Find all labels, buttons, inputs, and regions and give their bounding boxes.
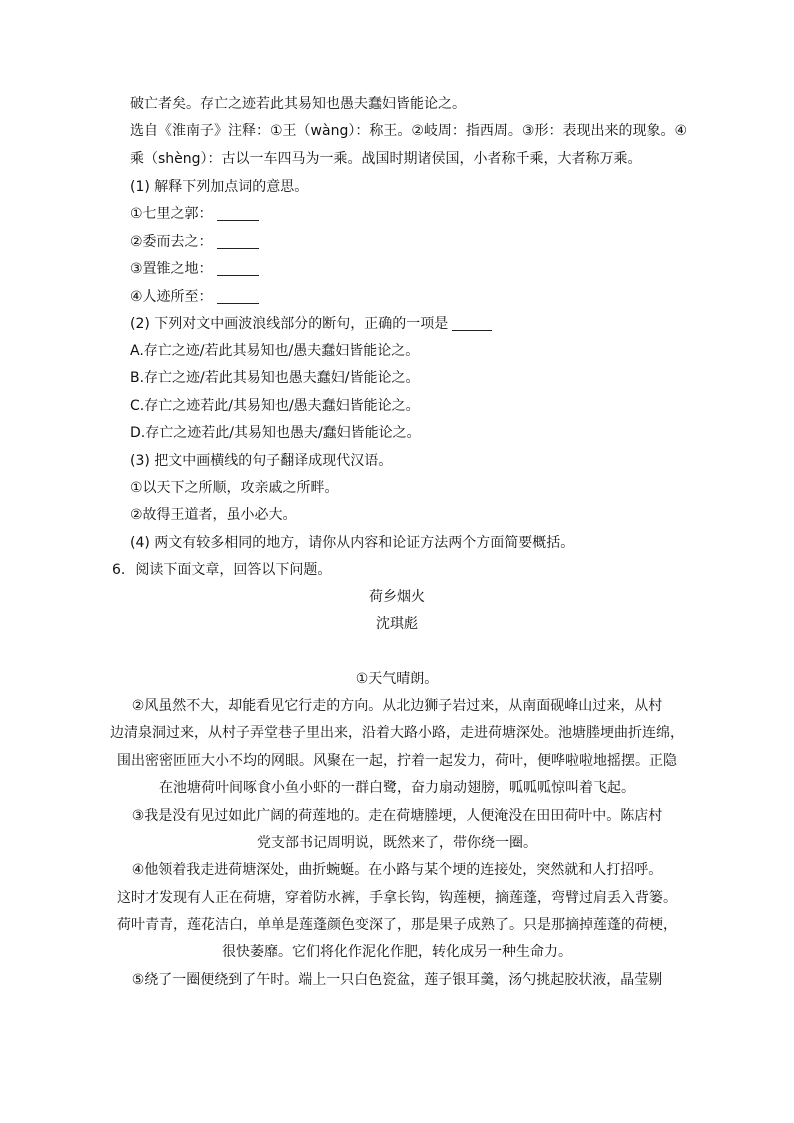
q1-item (130, 232, 259, 252)
q1-item-text: ②委而去之： (130, 234, 213, 250)
paragraph-line: 围出密密匝匝大小不均的网眼。风聚在一起，拧着一起发力，荷叶，便哗啦啦地摇摆。正隐 (117, 753, 677, 769)
text-line: 破亡者矣。存亡之迹若此其易知也愚夫蠢妇皆能论之。 (130, 96, 466, 112)
answer-blank[interactable] (217, 261, 259, 276)
option-c: C.存亡之迹若此/其易知也/愚夫蠢妇皆能论之。 (130, 398, 420, 414)
answer-blank[interactable] (217, 234, 259, 249)
q1-item-text: ④人迹所至： (130, 289, 213, 305)
paragraph-line: ⑤绕了一圈便绕到了午时。端上一只白色瓷盆，莲子银耳羹，汤勺挑起胶状液，晶莹剔 (131, 972, 663, 988)
question-1: (1) 解释下列加点词的意思。 (130, 179, 309, 195)
question-6-text: 阅读下面文章，回答以下问题。 (135, 562, 332, 578)
q1-item-text: ③置锥之地： (130, 261, 213, 277)
paragraph-line: ④他领着我走进荷塘深处，曲折蜿蜒。在小路与某个埂的连接处，突然就和人打招呼。 (131, 862, 663, 878)
text-line: 乘（shèng）：古以一车四马为一乘。战国时期诸侯国，小者称千乘，大者称万乘。 (130, 151, 642, 167)
paragraph-line: 边清泉洞过来，从村子弄堂巷子里出来，沿着大路小路，走进荷塘深处。池塘塍埂曲折连绵， (110, 725, 684, 741)
paragraph-line: ③我是没有见过如此广阔的荷莲地的。走在荷塘塍埂，人便淹没在田田荷叶中。陈店村 (131, 808, 663, 824)
paragraph-1: ①天气晴朗。 (355, 671, 439, 687)
option-b: B.存亡之迹/若此其易知也愚夫蠢妇/皆能论之。 (130, 370, 420, 386)
question-2-text: (2) 下列对文中画波浪线部分的断句，正确的一项是 (130, 316, 449, 332)
option-a: A.存亡之迹/若此其易知也/愚夫蠢妇皆能论之。 (130, 343, 420, 359)
q3-item: ②故得王道者，虽小必大。 (130, 507, 297, 523)
question-2 (130, 314, 492, 334)
q1-item (130, 259, 259, 279)
q1-item (130, 287, 259, 307)
answer-blank[interactable] (452, 316, 492, 331)
paragraph-line: 党支部书记周明说，既然来了，带你绕一圈。 (257, 835, 537, 851)
paragraph-line: 在池塘荷叶间啄食小鱼小虾的一群白鹭，奋力扇动翅膀，呱呱呱惊叫着飞起。 (159, 780, 635, 796)
question-3: (3) 把文中画横线的句子翻译成现代汉语。 (130, 453, 393, 469)
paragraph-line: 荷叶青青，莲花洁白，单单是莲蓬颜色变深了，那是果子成熟了。只是那摘掉莲蓬的荷梗， (117, 917, 677, 933)
paragraph-line: 这时才发现有人正在荷塘，穿着防水裤，手拿长钩，钩莲梗，摘莲蓬，弯臂过肩丢入背篓。 (117, 890, 677, 906)
q1-item (130, 204, 259, 224)
answer-blank[interactable] (217, 206, 259, 221)
question-number: 6. (112, 562, 126, 578)
text-line: 选自《淮南子》注释：①王（wàng）：称王。②岐周：指西周。③形：表现出来的现象。④ (130, 123, 687, 139)
q1-item-text: ①七里之郭： (130, 206, 213, 222)
article-author: 沈琪彪 (376, 616, 418, 632)
answer-blank[interactable] (217, 289, 259, 304)
option-d: D.存亡之迹若此/其易知也愚夫/蠢妇皆能论之。 (130, 425, 421, 441)
paragraph-line: 很快萎靡。它们将化作泥化作肥，转化成另一种生命力。 (222, 944, 572, 960)
q3-item: ①以天下之所顺，攻亲戚之所畔。 (130, 480, 339, 496)
question-4: (4) 两文有较多相同的地方，请你从内容和论证方法两个方面简要概括。 (130, 535, 575, 551)
question-6 (112, 560, 331, 580)
article-title: 荷乡烟火 (369, 589, 425, 605)
paragraph-line: ②风虽然不大，却能看见它行走的方向。从北边狮子岩过来，从南面砚峰山过来，从村 (131, 698, 663, 714)
